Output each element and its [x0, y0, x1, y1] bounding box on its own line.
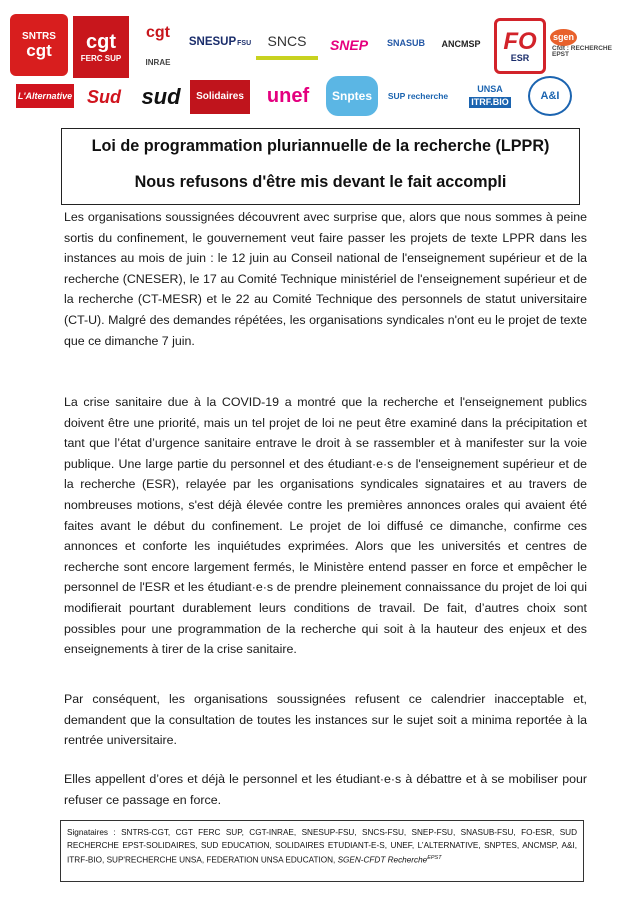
paragraph-1: Les organisations soussignées découvrent avec surprise que, alors que nous sommes à peine sortis du confinement, le gouvernement veut faire passer les projets de texte LPPR dans les instances au mois de juin : le 12 juin au Conseil national de l'enseignement supérieur et de la recherche (CNESER), le 17 au Comité Technique ministériel de l'enseignement supérieur et de la recherche (CT-MESR) et le 22 au Comité Technique des personnels de statut universitaire (CT-U). Malgré des demandes répétées, les organisations syndicales n'ont eu le projet de texte que ce dimanche 7 juin. [64, 210, 587, 348]
sud-education-logo: Sud [78, 80, 130, 114]
sup-recherche-unsa-logo: SUP recherche [386, 84, 450, 108]
sntrs-cgt-logo: SNTRS cgt [10, 14, 68, 76]
snptes-logo: Snptes [326, 76, 378, 116]
signatories-label: Signataires : [67, 828, 116, 837]
snesup-fsu-logo: SNESUP FSU [186, 28, 254, 58]
unef-logo: unef [256, 80, 320, 112]
paragraph-3: Par conséquent, les organisations soussignées refusent ce calendrier inacceptable et, demandent que la consultation de toutes les instances sur le sujet soit a minima reportée à la rentrée universitaire. [64, 692, 587, 748]
a-and-i-logo: A&I [528, 76, 572, 116]
unsa-itrf-bio-logo: UNSA ITRF.BIO [458, 76, 522, 116]
document-title: Loi de programmation pluriannuelle de la recherche (LPPR) [91, 137, 550, 155]
paragraph-4: Elles appellent d’ores et déjà le personnel et les étudiant·e·s à débattre et à se mobiliser pour refuser ce passage en force. [64, 772, 587, 807]
snep-logo: SNEP [321, 30, 377, 60]
snasub-logo: SNASUB [382, 26, 430, 60]
fo-esr-logo: FO ESR [494, 18, 546, 74]
cgt-inrae-logo: cgt INRAE [134, 14, 182, 78]
ancmsp-logo: ANCMSP [434, 30, 488, 58]
signatories-box [60, 820, 584, 882]
sud-recherche-logo: sud [138, 80, 184, 114]
signatories-last-sup: EPST [427, 855, 442, 861]
signatory-logos-banner [10, 10, 627, 122]
lalternative-logo: L'Alternative [16, 84, 74, 108]
signatories-last: SGEN-CFDT Recherche [337, 855, 428, 865]
title-box [61, 128, 580, 205]
sgen-cfdt-logo: sgenCfdt : RECHERCHE EPST [550, 26, 630, 62]
cgt-ferc-sup-logo: cgt FERC SUP [73, 16, 129, 78]
paragraph-2: La crise sanitaire due à la COVID-19 a montré que la recherche et l'enseignement publics doivent être une priorité, mais un tel projet de loi ne peut être examiné dans la précipitation et tant que l’état d’urgence sanitaire entrave le droit à se rassembler et à manifester sur la voie publique. Une large partie du personnel et des étudiant·e·s de l'enseignement supérieur et de la recherche (ESR), relayée par les organisations syndicales signataires et au travers de nombreuses motions, s'est déjà élevée contre les premières annonces orales qui avaient été faites avant le début du confinement. Le projet de loi diffusé ce dimanche, confirme ces annonces et conforte les inquiétudes exprimées. Alors que les universités et centres de recherche sont encore largement fermés, le Ministère entend passer en force et empêcher le personnel de l'ESR et les étudiant·e·s de prendre pleinement connaissance du projet de loi qui modifierait pourtant durablement leurs conditions de travail. De fait, d’autres choix sont possibles pour une programmation de la recherche qui soit à la hauteur des enjeux et des enseignements à tirer de la crise sanitaire. [64, 395, 587, 657]
document-subtitle: Nous refusons d'être mis devant le fait accompli [134, 173, 507, 191]
signatories-list: SNTRS-CGT, CGT FERC SUP, CGT-INRAE, SNESUP-FSU, SNCS-FSU, SNEP-FSU, SNASUB-FSU, FO-ESR, SUD RECHERCHE EPST-SOLIDAIRES, SUD EDUCATION, SOLIDAIRES ETUDIANT-E-S, UNEF, L’ALTERNATIVE, SNPTES, ANCMSP, A&I, ITRF-BIO, SUP'RECHERCHE UNSA, FEDERATION UNSA EDUCATION, [67, 828, 577, 865]
sncs-logo: SNCS [256, 26, 318, 60]
solidaires-logo: Solidaires [190, 80, 250, 114]
